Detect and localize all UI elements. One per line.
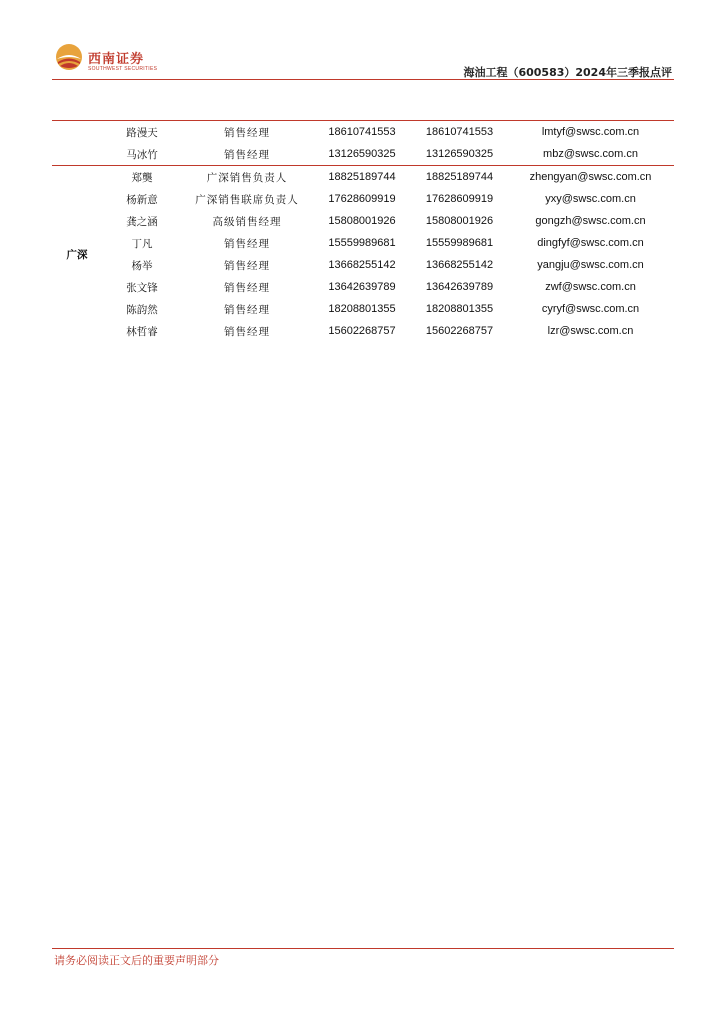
contact-mobile: 15808001926 bbox=[425, 215, 494, 227]
contact-email: gongzh@swsc.com.cn bbox=[535, 215, 646, 227]
contact-email: yxy@swsc.com.cn bbox=[545, 193, 636, 205]
contact-name: 张文锋 bbox=[126, 281, 158, 294]
contact-email: lzr@swsc.com.cn bbox=[547, 325, 634, 337]
contact-tel: 15559989681 bbox=[328, 237, 396, 249]
contact-email: yangju@swsc.com.cn bbox=[537, 259, 644, 271]
region-cell: 广深 bbox=[52, 166, 102, 343]
table-row bbox=[52, 298, 674, 320]
table-row bbox=[52, 320, 674, 342]
contact-email: mbz@swsc.com.cn bbox=[543, 148, 638, 160]
table-row bbox=[52, 143, 674, 166]
contact-mobile: 18208801355 bbox=[425, 303, 494, 315]
contact-title: 销售经理 bbox=[224, 259, 270, 272]
contact-title: 销售经理 bbox=[224, 281, 270, 294]
contact-mobile: 17628609919 bbox=[425, 193, 494, 205]
contact-name: 丁凡 bbox=[131, 237, 153, 250]
table-row bbox=[52, 188, 674, 210]
report-title: 海油工程（600583）2024年三季报点评 bbox=[463, 66, 672, 79]
contact-title: 广深销售负责人 bbox=[182, 166, 312, 189]
contact-tel: 13668255142 bbox=[328, 259, 396, 271]
contact-name: 林哲睿 bbox=[126, 325, 158, 338]
contact-tel: 15602268757 bbox=[328, 325, 396, 337]
header-divider bbox=[52, 79, 674, 80]
contact-email: cyryf@swsc.com.cn bbox=[541, 303, 640, 315]
contact-mobile: 18825189744 bbox=[412, 166, 507, 189]
region-cell bbox=[52, 121, 102, 166]
contact-mobile: 15559989681 bbox=[425, 237, 494, 249]
contact-title: 销售经理 bbox=[224, 325, 270, 338]
contact-name: 郑龑 bbox=[102, 166, 182, 189]
footer-divider bbox=[52, 948, 674, 949]
logo-sun-icon bbox=[54, 42, 84, 72]
contact-mobile: 18610741553 bbox=[412, 121, 507, 144]
contact-email: lmtyf@swsc.com.cn bbox=[507, 121, 674, 144]
contact-name: 杨新意 bbox=[126, 193, 158, 206]
contact-title: 广深销售联席负责人 bbox=[195, 193, 299, 206]
contact-mobile: 13642639789 bbox=[425, 281, 494, 293]
logo-text-cn: 西南证券 bbox=[88, 52, 145, 67]
contact-mobile: 15602268757 bbox=[425, 325, 494, 337]
page-header bbox=[52, 40, 674, 80]
contact-name: 陈韵然 bbox=[126, 303, 158, 316]
contact-name: 路漫天 bbox=[102, 121, 182, 144]
logo-text-en: SOUTHWEST SECURITIES bbox=[88, 66, 158, 72]
contact-name: 龚之涵 bbox=[126, 215, 158, 228]
contact-tel: 18208801355 bbox=[328, 303, 396, 315]
table-row bbox=[52, 276, 674, 298]
contact-tel: 17628609919 bbox=[328, 193, 396, 205]
company-logo bbox=[54, 42, 158, 76]
contact-title: 高级销售经理 bbox=[212, 215, 282, 228]
contact-name: 马冰竹 bbox=[126, 148, 158, 161]
table-row bbox=[52, 210, 674, 232]
contact-email: zhengyan@swsc.com.cn bbox=[507, 166, 674, 189]
contact-tel: 13126590325 bbox=[328, 148, 396, 160]
table-row bbox=[52, 232, 674, 254]
contact-title: 销售经理 bbox=[224, 237, 270, 250]
table-row bbox=[52, 254, 674, 276]
contact-tel: 18825189744 bbox=[312, 166, 412, 189]
contact-name: 杨举 bbox=[131, 259, 153, 272]
disclaimer-note: 请务必阅读正文后的重要声明部分 bbox=[54, 954, 219, 967]
contact-mobile: 13126590325 bbox=[425, 148, 494, 160]
contact-title: 销售经理 bbox=[224, 148, 270, 161]
contact-email: zwf@swsc.com.cn bbox=[545, 281, 636, 293]
table-row bbox=[52, 166, 674, 189]
contact-email: dingfyf@swsc.com.cn bbox=[537, 237, 644, 249]
contact-tel: 15808001926 bbox=[328, 215, 396, 227]
contact-table-body bbox=[52, 121, 674, 343]
table-row bbox=[52, 121, 674, 144]
contact-mobile: 13668255142 bbox=[425, 259, 494, 271]
contact-title: 销售经理 bbox=[224, 303, 270, 316]
contact-title: 销售经理 bbox=[182, 121, 312, 144]
contact-tel: 13642639789 bbox=[328, 281, 396, 293]
contact-tel: 18610741553 bbox=[312, 121, 412, 144]
sales-contact-table bbox=[52, 120, 674, 342]
